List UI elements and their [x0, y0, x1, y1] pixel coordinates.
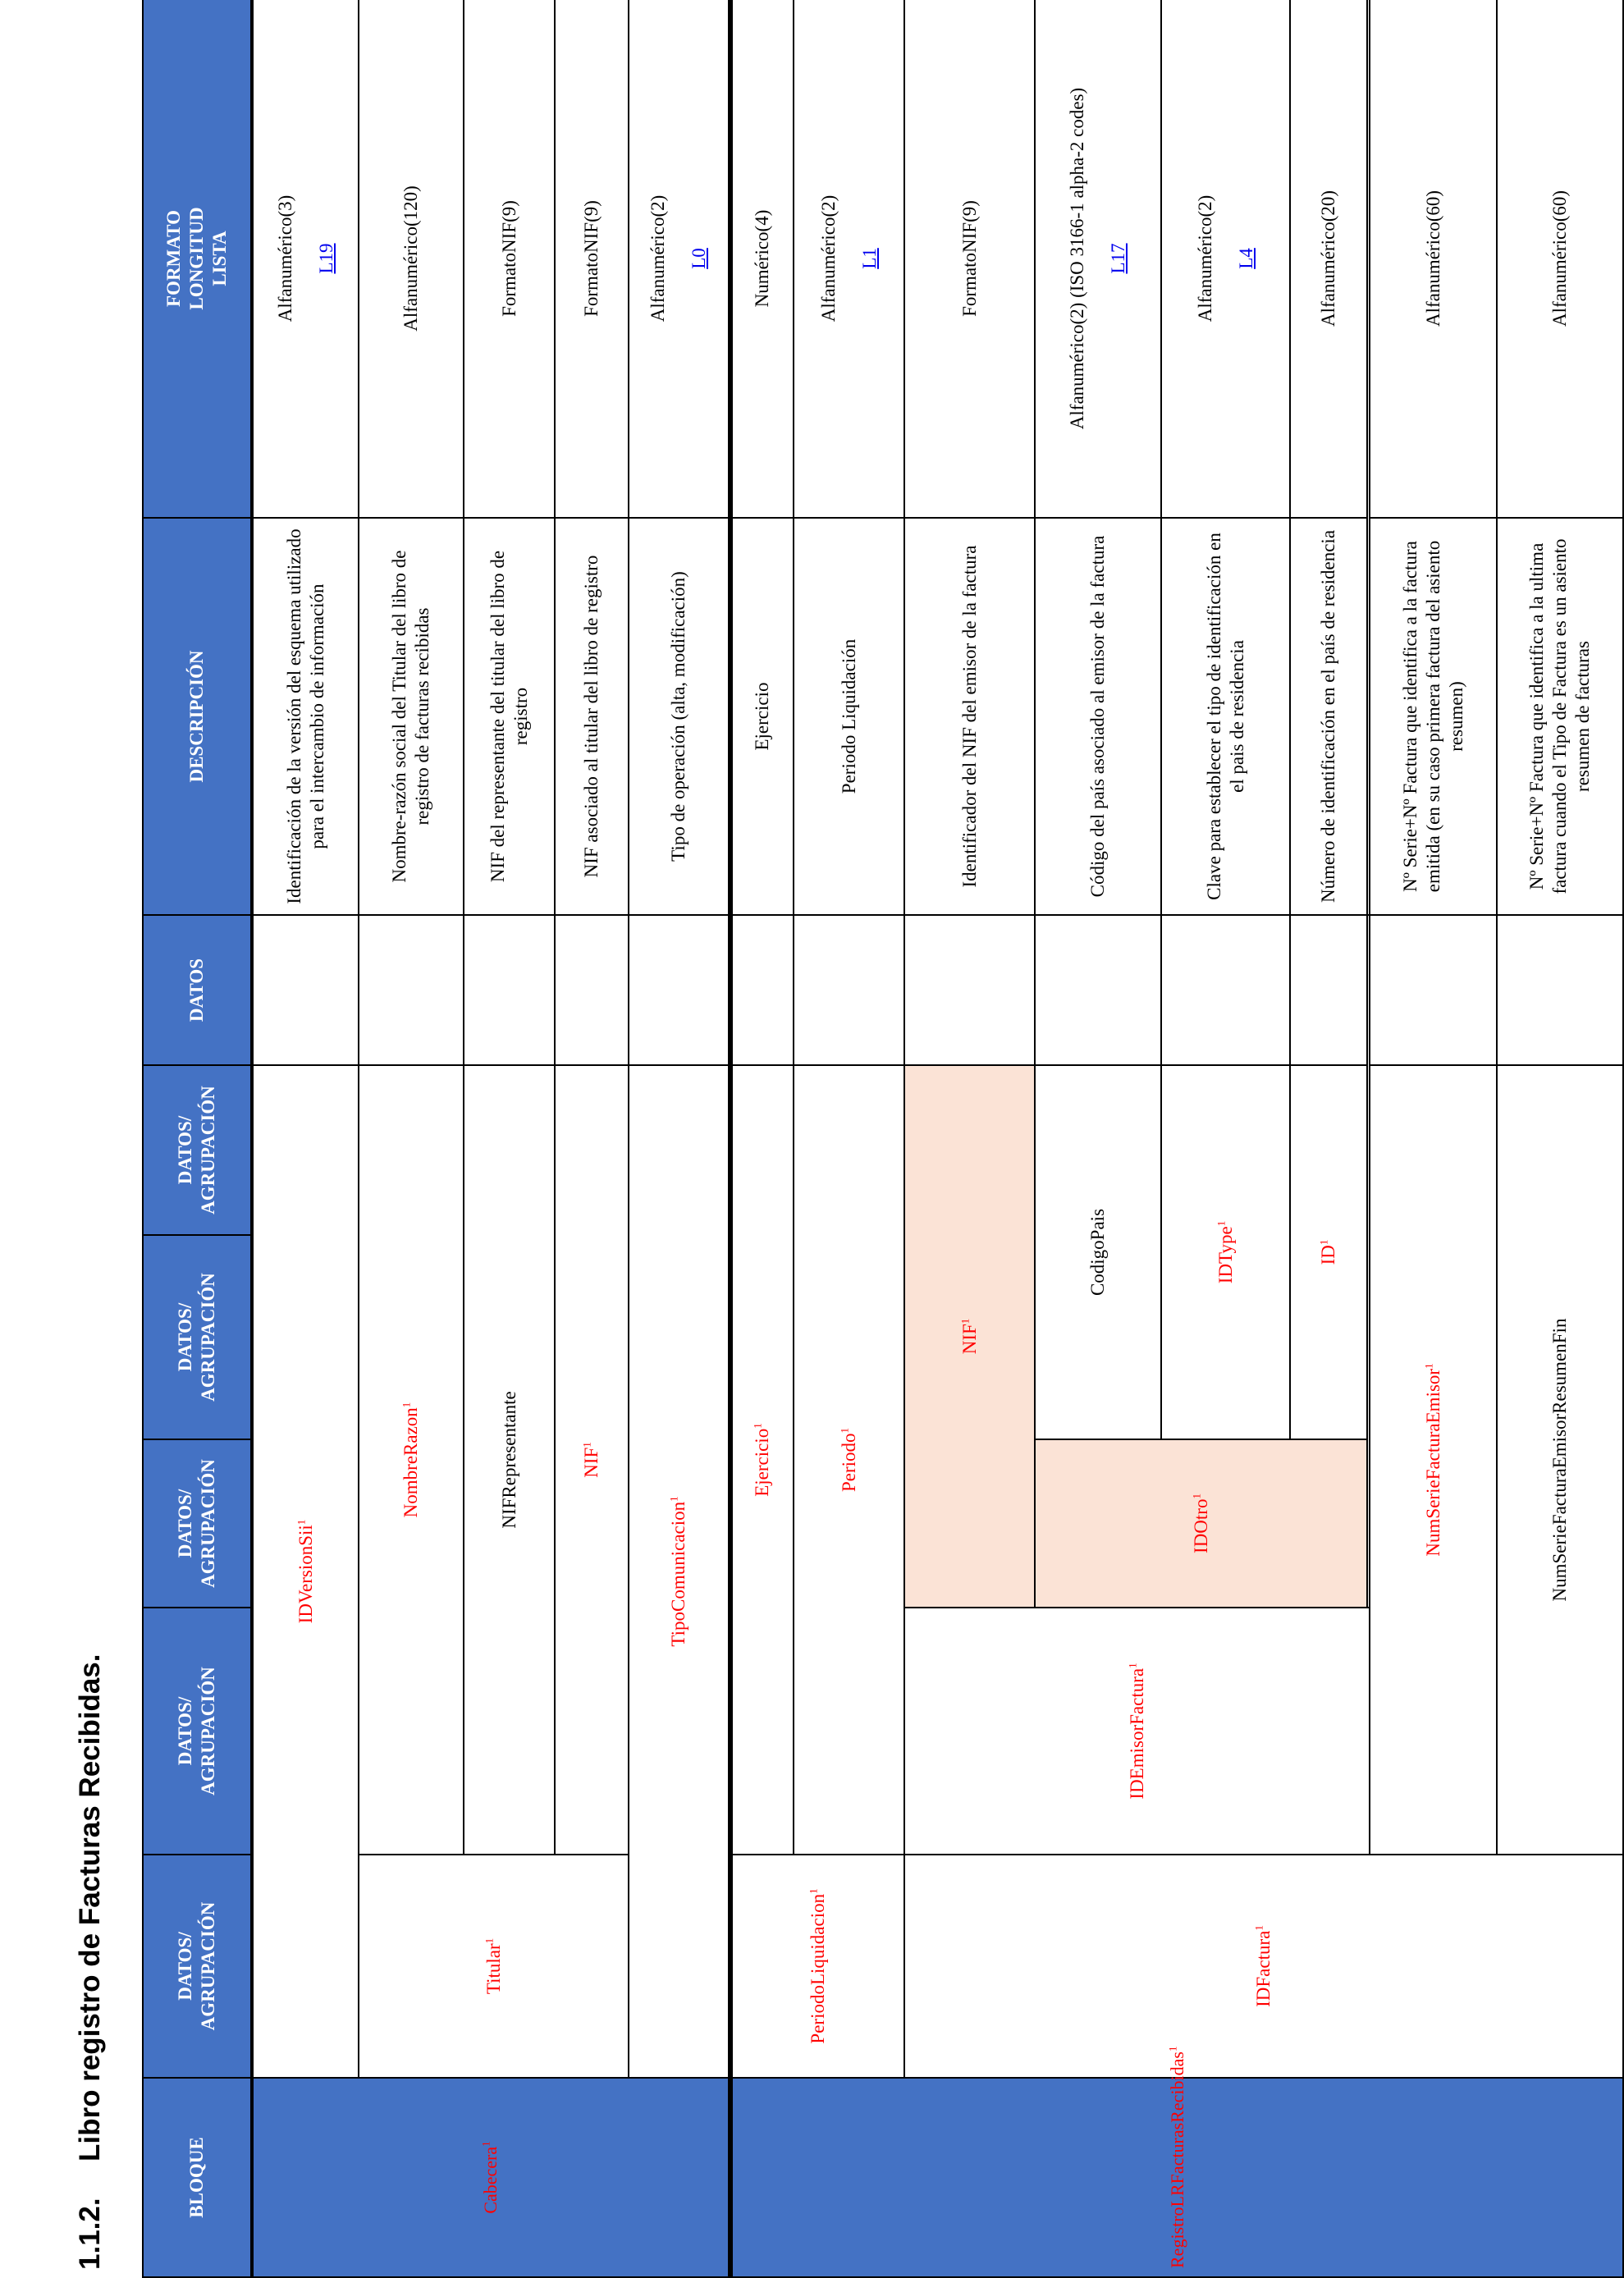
cell-desc-nifrepresentante: NIF del representante del titular del libro de registro — [464, 518, 555, 915]
header-datos: DATOS — [143, 915, 252, 1065]
cell-nif-emisor: NIF$^1$ — [904, 1065, 1035, 1608]
cell-fmt-idtype: Alfanumérico(2) L4 — [1161, 0, 1290, 518]
cell-datos-empty — [1370, 915, 1497, 1065]
cell-datos-empty — [1161, 915, 1290, 1065]
cell-fmt-nombrerazon: Alfanumérico(120) — [359, 0, 464, 518]
cell-datos-empty — [252, 915, 359, 1065]
cell-nombrerazon: NombreRazon$^1$ — [359, 1065, 464, 1855]
cell-nif-titular: NIF$^1$ — [555, 1065, 629, 1855]
header-row — [143, 0, 252, 2277]
cell-datos-empty — [1290, 915, 1367, 1065]
header-formato: FORMATO LONGITUD LISTA — [143, 0, 252, 518]
cell-fmt-nif-titular: FormatoNIF(9) — [555, 0, 629, 518]
cell-desc-ejercicio: Ejercicio — [730, 518, 794, 915]
link-l4[interactable]: L4 — [1235, 248, 1256, 269]
header-descripcion: DESCRIPCIÓN — [143, 518, 252, 915]
cell-datos-empty — [1035, 915, 1161, 1065]
cell-desc-idtype: Clave para establecer el tipo de identificación en el pais de residencia — [1161, 518, 1290, 915]
cell-numseriefacturaemisorresumenfin: NumSerieFacturaEmisorResumenFin — [1497, 1065, 1623, 1855]
cell-fmt-numseriefacturaemisorresumenfin: Alfanumérico(60) — [1497, 0, 1623, 518]
cell-periodoliquidacion: PeriodoLiquidacion$^1$ — [730, 1855, 904, 2078]
header-datos-agrupacion-2: DATOS/ AGRUPACIÓN — [143, 1608, 252, 1855]
cell-datos-empty — [1497, 915, 1623, 1065]
cell-codigopais: CodigoPais — [1035, 1065, 1161, 1439]
cell-nifrepresentante: NIFRepresentante — [464, 1065, 555, 1855]
table-row — [252, 0, 359, 2277]
cell-datos-empty — [464, 915, 555, 1065]
link-l1[interactable]: L1 — [858, 248, 880, 269]
link-l17[interactable]: L17 — [1108, 243, 1129, 274]
section-title: Libro registro de Facturas Recibidas. — [74, 1654, 106, 2161]
cell-desc-nif-titular: NIF asociado al titular del libro de registro — [555, 518, 629, 915]
cell-idfactura: IDFactura$^1$ — [904, 1855, 1623, 2078]
table-row — [730, 0, 794, 2277]
cell-desc-tipocomunicacion: Tipo de operación (alta, modificación) — [629, 518, 730, 915]
cell-numseriefacturaemisor: NumSerieFacturaEmisor$^1$ — [1370, 1065, 1497, 1855]
bloque-cabecera: Cabecera$^1$ — [252, 2078, 730, 2277]
cell-idversionsii: IDVersionSii$^1$ — [252, 1065, 359, 2078]
table-row — [629, 0, 730, 2277]
section-number: 1.1.2. — [74, 2198, 106, 2270]
cell-fmt-ejercicio: Numérico(4) — [730, 0, 794, 518]
cell-datos-empty — [555, 915, 629, 1065]
cell-datos-empty — [730, 915, 794, 1065]
facturas-recibidas-table — [142, 0, 1624, 2278]
table-row — [359, 0, 464, 2277]
link-l0[interactable]: L0 — [688, 248, 710, 269]
cell-tipocomunicacion: TipoComunicacion$^1$ — [629, 1065, 730, 2078]
cell-periodo: Periodo$^1$ — [794, 1065, 905, 1855]
cell-fmt-nif-emisor: FormatoNIF(9) — [904, 0, 1035, 518]
header-datos-agrupacion-4: DATOS/ AGRUPACIÓN — [143, 1235, 252, 1439]
cell-ejercicio: Ejercicio$^1$ — [730, 1065, 794, 1855]
cell-fmt-periodo: Alfanumérico(2) L1 — [794, 0, 905, 518]
cell-fmt-numseriefacturaemisor: Alfanumérico(60) — [1370, 0, 1497, 518]
cell-datos-empty — [629, 915, 730, 1065]
table-row — [904, 0, 1035, 2277]
cell-datos-empty — [904, 915, 1035, 1065]
cell-fmt-codigopais: Alfanumérico(2) (ISO 3166-1 alpha-2 codes) L17 — [1035, 0, 1161, 518]
cell-desc-numseriefacturaemisor: Nº Serie+Nº Factura que identifica a la factura emitida (en su caso primera factura del asiento resumen) — [1370, 518, 1497, 915]
cell-datos-empty — [359, 915, 464, 1065]
section-heading — [0, 0, 106, 2278]
cell-fmt-nifrepresentante: FormatoNIF(9) — [464, 0, 555, 518]
cell-idtype: IDType$^1$ — [1161, 1065, 1290, 1439]
cell-desc-numseriefacturaemisorresumenfin: Nº Serie+Nº Factura que identifica a la ultima factura cuando el Tipo de Factura es un asiento resumen de facturas — [1497, 518, 1623, 915]
cell-idotro: IDOtro$^1$ — [1035, 1439, 1367, 1608]
cell-desc-nombrerazon: Nombre-razón social del Titular del libro de registro de facturas recibidas — [359, 518, 464, 915]
link-l19[interactable]: L19 — [315, 243, 336, 274]
header-datos-agrupacion-3: DATOS/ AGRUPACIÓN — [143, 1439, 252, 1608]
cell-titular: Titular$^1$ — [359, 1855, 629, 2078]
cell-idemisorfactura: IDEmisorFactura$^1$ — [904, 1608, 1370, 1855]
cell-fmt-id: Alfanumérico(20) — [1290, 0, 1367, 518]
cell-desc-periodo: Periodo Liquidación — [794, 518, 905, 915]
cell-desc-codigopais: Código del país asociado al emisor de la factura — [1035, 518, 1161, 915]
bloque-registro: RegistroLRFacturasRecibidas$^1$ — [730, 2078, 1623, 2277]
cell-desc-nif-emisor: Identificador del NIF del emisor de la factura — [904, 518, 1035, 915]
cell-desc-id: Número de identificación en el país de residencia — [1290, 518, 1367, 915]
header-datos-agrupacion-1: DATOS/ AGRUPACIÓN — [143, 1855, 252, 2078]
cell-datos-empty — [794, 915, 905, 1065]
cell-fmt-tipocomunicacion: Alfanumérico(2) L0 — [629, 0, 730, 518]
cell-desc-idversionsii: Identificación de la versión del esquema utilizado para el intercambio de información — [252, 518, 359, 915]
header-bloque: BLOQUE — [143, 2078, 252, 2277]
cell-id: $ID^1$ — [1290, 1065, 1367, 1439]
cell-fmt-idversionsii: Alfanumérico(3) L19 — [252, 0, 359, 518]
header-datos-agrupacion-5: DATOS/ AGRUPACIÓN — [143, 1065, 252, 1235]
